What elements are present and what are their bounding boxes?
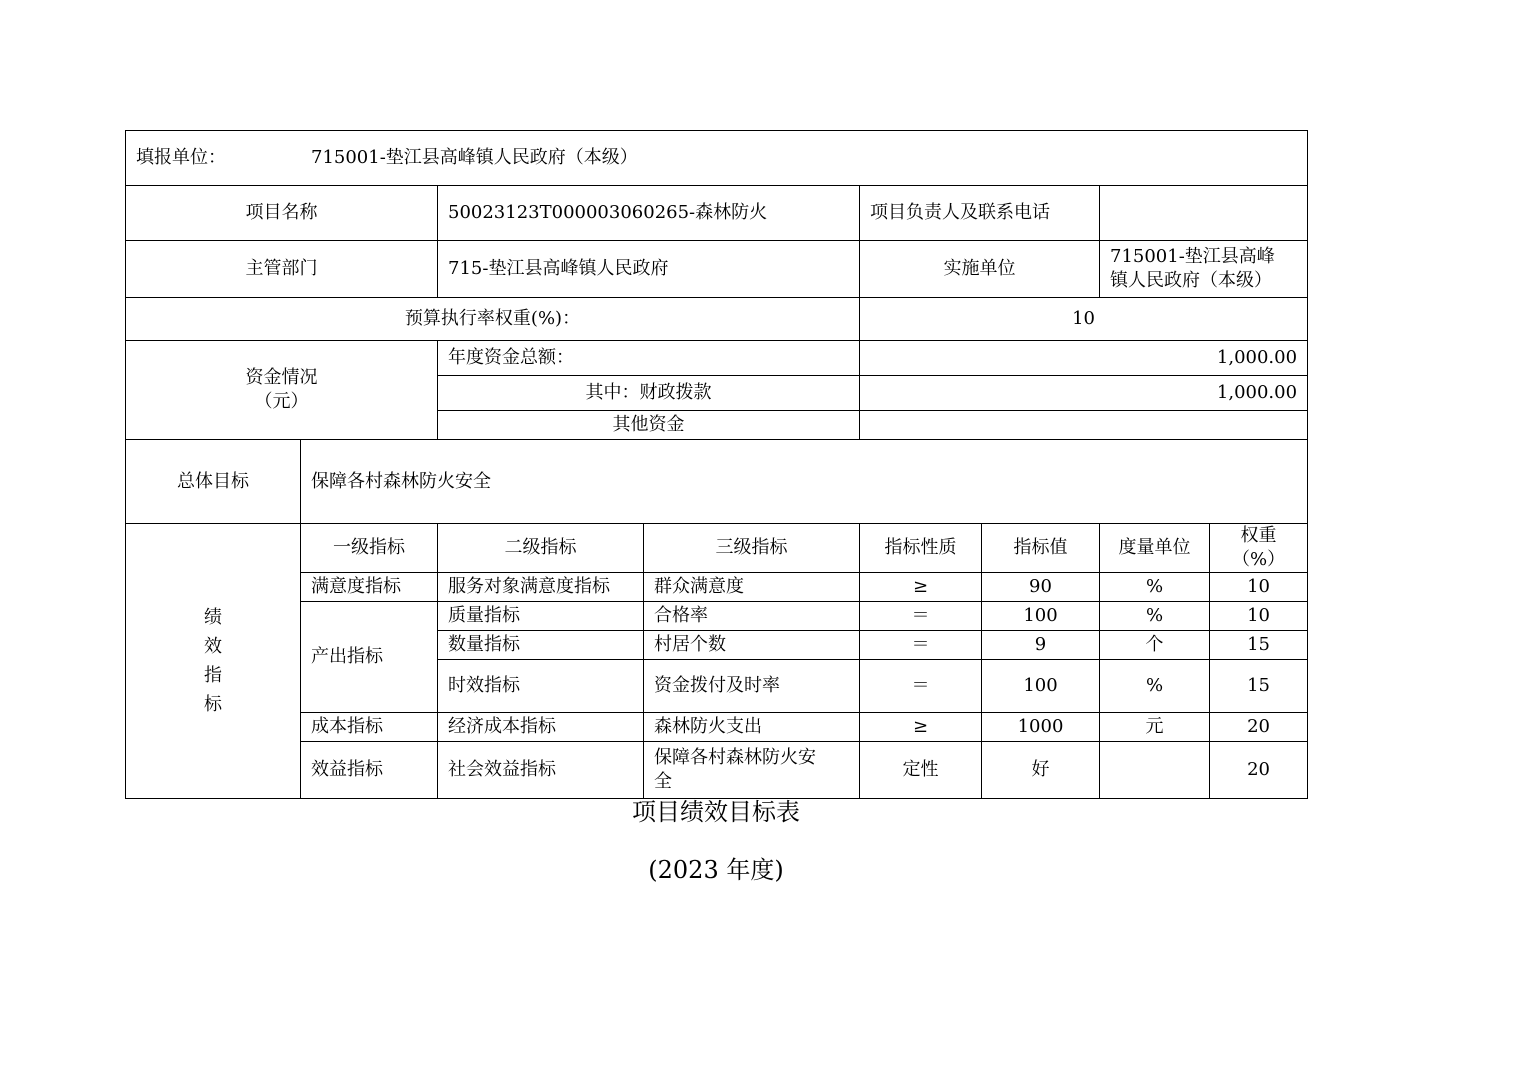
nature-cell: ≥ — [860, 713, 982, 742]
group-satisfaction: 满意度指标 — [301, 573, 438, 602]
value-cell: 9 — [982, 631, 1100, 660]
table-row — [126, 602, 1308, 631]
level2-cell: 服务对象满意度指标 — [438, 573, 644, 602]
weight-cell: 10 — [1210, 573, 1308, 602]
value-cell: 1000 — [982, 713, 1100, 742]
level3-line2: 全 — [654, 771, 672, 792]
budget-weight-row — [126, 298, 1308, 341]
unit-label: 填报单位： — [136, 147, 226, 168]
project-name-row — [126, 186, 1308, 241]
weight-cell: 15 — [1210, 660, 1308, 713]
unit-cell — [1100, 742, 1210, 799]
performance-form — [125, 130, 1307, 799]
implementing-unit-value — [1100, 241, 1308, 298]
overall-goal-value: 保障各村森林防火安全 — [301, 440, 1308, 524]
funds-label-line2: （元） — [254, 391, 309, 412]
weight-cell: 20 — [1210, 713, 1308, 742]
table-row — [126, 742, 1308, 799]
unit-cell: % — [1100, 573, 1210, 602]
value-cell: 好 — [982, 742, 1100, 799]
unit-value: 715001-垫江县高峰镇人民政府（本级） — [311, 147, 638, 168]
level2-cell: 社会效益指标 — [438, 742, 644, 799]
weight-cell: 10 — [1210, 602, 1308, 631]
budget-weight-value: 10 — [860, 298, 1308, 341]
level3-cell: 村居个数 — [644, 631, 860, 660]
funds-total-row — [126, 341, 1308, 376]
nature-cell: ≥ — [860, 573, 982, 602]
funds-other-label: 其他资金 — [438, 411, 860, 440]
group-output: 产出指标 — [301, 602, 438, 713]
group-benefit: 效益指标 — [301, 742, 438, 799]
perf-char-4: 标 — [204, 694, 222, 715]
level2-cell: 质量指标 — [438, 602, 644, 631]
project-manager-label: 项目负责人及联系电话 — [860, 186, 1100, 241]
document-title: 项目绩效目标表 — [632, 798, 800, 826]
funds-fiscal-value: 1,000.00 — [860, 376, 1308, 411]
nature-cell: ＝ — [860, 631, 982, 660]
funds-total-label: 年度资金总额： — [438, 341, 860, 376]
indicator-header-row — [126, 524, 1308, 573]
weight-cell: 20 — [1210, 742, 1308, 799]
value-cell: 90 — [982, 573, 1100, 602]
group-cost: 成本指标 — [301, 713, 438, 742]
weight-cell: 15 — [1210, 631, 1308, 660]
funds-label-line1: 资金情况 — [245, 367, 318, 388]
header-nature: 指标性质 — [860, 524, 982, 573]
project-name-value: 50023123T000003060265-森林防火 — [438, 186, 860, 241]
perf-char-1: 绩 — [204, 607, 222, 628]
level2-cell: 经济成本指标 — [438, 713, 644, 742]
unit-row — [126, 131, 1308, 186]
project-manager-value — [1100, 186, 1308, 241]
header-unit: 度量单位 — [1100, 524, 1210, 573]
funds-total-value: 1,000.00 — [860, 341, 1308, 376]
document-year: (2023 年度) — [648, 856, 784, 884]
level2-cell: 数量指标 — [438, 631, 644, 660]
department-label: 主管部门 — [126, 241, 438, 298]
table-row — [126, 713, 1308, 742]
department-value: 715-垫江县高峰镇人民政府 — [438, 241, 860, 298]
nature-cell: ＝ — [860, 602, 982, 631]
unit-cell: % — [1100, 602, 1210, 631]
project-name-label: 项目名称 — [126, 186, 438, 241]
level3-cell: 群众满意度 — [644, 573, 860, 602]
table-row — [126, 573, 1308, 602]
overall-goal-label: 总体目标 — [126, 440, 301, 524]
performance-indicators-label — [126, 524, 301, 799]
funds-fiscal-label: 其中：财政拨款 — [438, 376, 860, 411]
nature-cell: ＝ — [860, 660, 982, 713]
funds-label — [126, 341, 438, 440]
funds-other-value — [860, 411, 1308, 440]
perf-char-2: 效 — [204, 636, 222, 657]
level3-line1: 保障各村森林防火安 — [654, 747, 816, 768]
department-row — [126, 241, 1308, 298]
unit-cell: % — [1100, 660, 1210, 713]
header-level2: 二级指标 — [438, 524, 644, 573]
unit-cell: 元 — [1100, 713, 1210, 742]
level3-cell: 合格率 — [644, 602, 860, 631]
value-cell: 100 — [982, 602, 1100, 631]
level3-cell: 森林防火支出 — [644, 713, 860, 742]
level3-cell: 资金拨付及时率 — [644, 660, 860, 713]
level2-cell: 时效指标 — [438, 660, 644, 713]
header-level3: 三级指标 — [644, 524, 860, 573]
unit-cell: 个 — [1100, 631, 1210, 660]
implementing-unit-line2: 镇人民政府（本级） — [1110, 270, 1272, 291]
level3-cell — [644, 742, 860, 799]
implementing-unit-line1: 715001-垫江县高峰 — [1110, 246, 1275, 267]
overall-goal-row — [126, 440, 1308, 524]
perf-char-3: 指 — [204, 665, 222, 686]
implementing-unit-label: 实施单位 — [860, 241, 1100, 298]
form-table — [125, 130, 1308, 799]
value-cell: 100 — [982, 660, 1100, 713]
nature-cell: 定性 — [860, 742, 982, 799]
header-weight: 权重（%） — [1210, 524, 1308, 573]
header-value: 指标值 — [982, 524, 1100, 573]
header-level1: 一级指标 — [301, 524, 438, 573]
budget-weight-label: 预算执行率权重(%)： — [126, 298, 860, 341]
